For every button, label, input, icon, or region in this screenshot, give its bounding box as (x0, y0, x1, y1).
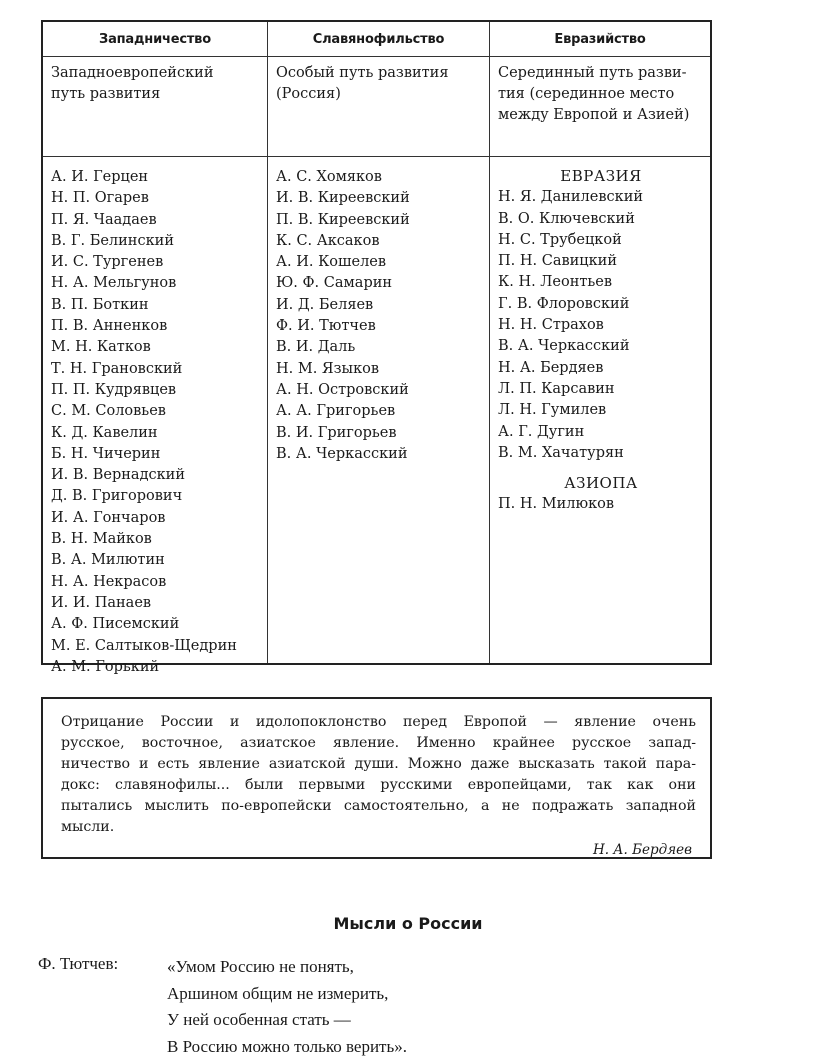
column-header: Западничество (43, 22, 267, 57)
quote-line: мысли. (61, 819, 115, 835)
name-item: Д. В. Григорович (51, 488, 183, 505)
name-item: В. И. Даль (276, 339, 356, 356)
name-item: Т. Н. Грановский (51, 360, 183, 377)
poem-text (167, 954, 407, 1060)
quote-line: ничество и есть явление азиатской души. Можно даже высказать такой пара- (61, 756, 696, 772)
name-item: Н. Я. Данилевский (498, 189, 644, 206)
names-list (43, 157, 267, 678)
name-item: А. И. Кошелев (276, 254, 387, 271)
name-item: Н. А. Некрасов (51, 573, 167, 590)
poem-line: «Умом Россию не понять, (167, 957, 354, 976)
name-item: И. Д. Беляев (276, 296, 374, 313)
quote-author: Н. А. Бердяев (592, 842, 692, 858)
name-item: Ю. Ф. Самарин (276, 275, 393, 292)
quote-line: пытались мыслить по-европейски самостоятельно, а не подражать западной (61, 798, 696, 814)
name-item: Н. М. Языков (276, 360, 380, 377)
name-item: К. Д. Кавелин (51, 424, 158, 441)
name-item: Н. Н. Страхов (498, 317, 604, 334)
quote-line: Отрицание России и идолопоклонство перед Европой — явление очень (61, 714, 696, 730)
name-item: Н. А. Бердяев (498, 359, 604, 376)
name-item: В. А. Милютин (51, 552, 165, 569)
column-header: Евразийство (490, 22, 710, 57)
path-line: Серединный путь разви- (498, 65, 687, 81)
name-item: Ф. И. Тютчев (276, 318, 376, 335)
name-item: Б. Н. Чичерин (51, 445, 161, 462)
column-eurasianism (490, 22, 710, 663)
name-item: В. А. Черкасский (498, 338, 630, 355)
names-list (490, 157, 710, 516)
name-item: П. В. Киреевский (276, 211, 410, 228)
name-item: П. Н. Савицкий (498, 253, 618, 270)
name-item: С. М. Соловьев (51, 403, 166, 420)
quote-box (41, 697, 712, 859)
name-item: А. М. Горький (51, 658, 160, 675)
path-line: (Россия) (276, 86, 341, 102)
path-line: Особый путь развития (276, 65, 449, 81)
name-item: И. В. Киреевский (276, 190, 410, 207)
poem-line: Аршином общим не измерить, (167, 983, 389, 1003)
name-item: В. Г. Белинский (51, 232, 174, 249)
column-header: Славянофильство (268, 22, 489, 57)
group-names (498, 494, 704, 515)
poem-author: Ф. Тютчев: (38, 954, 119, 973)
name-item: Г. В. Флоровский (498, 295, 630, 312)
name-item: М. Е. Салтыков-Щедрин (51, 637, 237, 654)
name-item: М. Н. Катков (51, 339, 151, 356)
quote-line: русское, восточное, азиатское явление. Именно крайнее русское запад- (61, 735, 696, 751)
name-item: В. М. Хачатурян (498, 444, 624, 461)
name-item: И. А. Гончаров (51, 509, 166, 526)
poem-line: У ней особенная стать — (167, 1010, 351, 1029)
name-item: П. В. Анненков (51, 318, 168, 335)
path-line: путь развития (51, 86, 161, 102)
column-westernism (43, 22, 268, 675)
group-names (498, 187, 704, 464)
name-item: П. Я. Чаадаев (51, 211, 157, 228)
name-item: А. И. Герцен (51, 169, 149, 185)
name-item: В. И. Григорьев (276, 424, 397, 441)
poem-line: В Россию можно только верить». (167, 1036, 407, 1056)
path-line: тия (серединное место (498, 86, 675, 102)
name-item: К. С. Аксаков (276, 232, 380, 249)
name-item: А. А. Григорьев (276, 403, 396, 420)
path-description (268, 57, 489, 157)
column-slavophilism (268, 22, 490, 663)
path-description (490, 57, 710, 157)
name-item: И. В. Вернадский (51, 467, 186, 484)
name-item: А. Ф. Писемский (51, 616, 180, 633)
name-item: И. С. Тургенев (51, 254, 164, 271)
schools-table (41, 20, 712, 675)
name-item: А. Г. Дугин (498, 423, 585, 440)
name-item: А. С. Хомяков (276, 169, 382, 185)
path-line: между Европой и Азией) (498, 107, 690, 123)
name-item: И. И. Панаев (51, 594, 152, 611)
name-item: В. А. Черкасский (276, 445, 408, 462)
name-item: К. Н. Леонтьев (498, 274, 613, 291)
names-list (268, 157, 489, 465)
name-item: П. Н. Милюков (498, 496, 615, 513)
name-item: В. Н. Майков (51, 531, 152, 548)
group-title-asiopa: АЗИОПА (564, 474, 638, 493)
name-item: В. О. Ключевский (498, 210, 635, 227)
name-item: Н. А. Мельгунов (51, 275, 177, 292)
path-description (43, 57, 267, 157)
poem-title: Мысли о России (333, 914, 483, 933)
name-item: Л. П. Карсавин (498, 380, 615, 397)
quote-text (61, 712, 696, 838)
name-item: Н. С. Трубецкой (498, 231, 622, 248)
group-title-eurasia: ЕВРАЗИЯ (560, 167, 642, 185)
name-item: Л. Н. Гумилев (498, 402, 607, 419)
name-item: П. П. Кудрявцев (51, 381, 177, 398)
name-item: Н. П. Огарев (51, 190, 149, 207)
name-item: А. Н. Островский (276, 381, 409, 398)
quote-line: докс: славянофилы... были первыми русскими европейцами, так как они (61, 777, 696, 793)
path-line: Западноевропейский (51, 65, 214, 81)
name-item: В. П. Боткин (51, 296, 149, 313)
